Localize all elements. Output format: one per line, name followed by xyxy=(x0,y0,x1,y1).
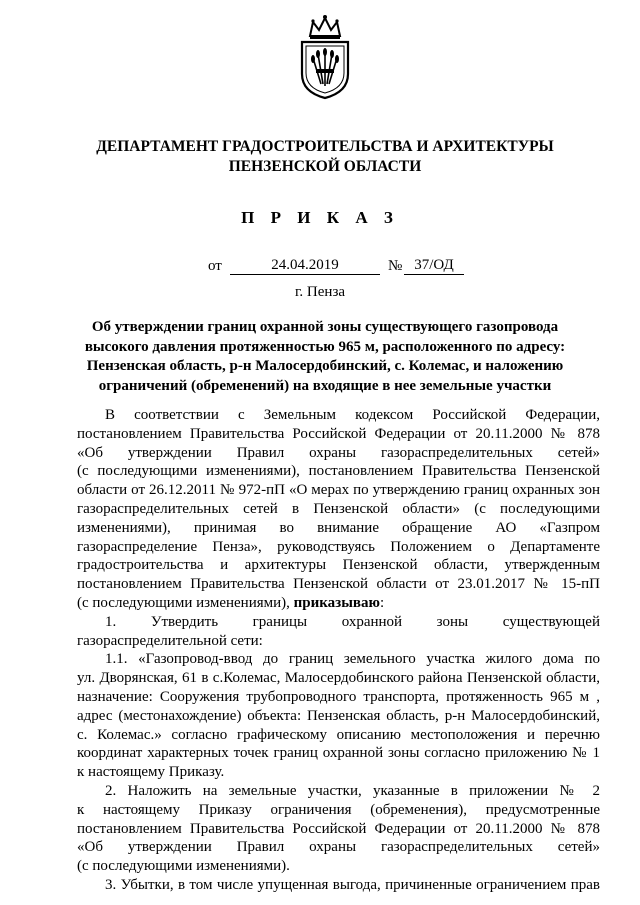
item-1-1-line: назначение: Сооружения трубопроводного транспорта, протяженность 965 м , xyxy=(77,688,600,705)
text-line: В соответствии с Земельным кодексом Российской Федерации, xyxy=(105,407,600,423)
text-line: газораспределение Пенза», руководствуясь Положением о Департаменте xyxy=(77,538,600,555)
subject-line: Об утверждении границ охранной зоны существующего газопровода xyxy=(91,319,559,335)
subject-line: ограничений (обременений) на входящие в нее земельные участки xyxy=(98,377,552,394)
item-2-line: 2. Наложить на земельные участки, указанные в приложении № 2 xyxy=(105,782,600,799)
item-1-1-line: ул. Дворянская, 61 в с.Колемас, Малосердобинского района Пензенской области, xyxy=(77,670,600,687)
item-2-line: «Об утверждении Правил охраны газораспределительных сетей» xyxy=(77,839,600,856)
document-number: 37/ОД xyxy=(404,257,464,275)
item-1-1-line: к настоящему Приказу. xyxy=(77,764,225,781)
penza-coat-of-arms-emblem xyxy=(296,14,354,100)
text-line: градостроительства и архитектуры Пензенской области, утвержденным xyxy=(77,557,600,574)
item-1-1-line: с. Колемас.» согласно графическому описанию местоположения и перечню xyxy=(77,726,600,743)
item-1-1-line: адрес (местонахождение) объекта: Пензенская область, р-н Малосердобинский, xyxy=(77,707,600,724)
text-segment: (с последующими изменениями), xyxy=(77,594,294,611)
item-2-line: к настоящему Приказу ограничения (обременения), предусмотренные xyxy=(77,801,600,818)
order-subject xyxy=(68,318,582,396)
department-name-line2: ПЕНЗЕНСКОЙ ОБЛАСТИ xyxy=(228,158,422,175)
text-line: постановлением Правительства Пензенской области от 23.01.2017 № 15-пП xyxy=(77,576,600,593)
item-1-1-line: 1.1. «Газопровод-ввод до границ земельного участка жилого дома по xyxy=(105,651,600,668)
document-date: 24.04.2019 xyxy=(230,257,380,275)
preamble-paragraph xyxy=(77,406,600,895)
item-2-line: (с последующими изменениями). xyxy=(77,858,290,875)
subject-line: высокого давления протяженностью 965 м, расположенного по адресу: xyxy=(84,338,566,355)
city: г. Пенза xyxy=(294,284,346,300)
text-segment: : xyxy=(380,594,385,611)
item-1-line: 1. Утвердить границы охранной зоны существующей xyxy=(105,613,600,630)
subject-line: Пензенская область, р-н Малосердобинский, с. Колемас, и наложению xyxy=(86,358,564,374)
item-3-line: 3. Убытки, в том числе упущенная выгода, причиненные ограничением прав xyxy=(105,876,600,893)
text-line: газораспределительных сетей в Пензенской области» (с последующими xyxy=(77,500,600,517)
text-line xyxy=(77,594,600,613)
item-1-line: газораспределительной сети: xyxy=(77,632,263,649)
item-2-line: постановлением Правительства Российской Федерации от 20.11.2000 № 878 xyxy=(77,820,600,837)
text-line: изменениями), принимая во внимание обращение АО «Газпром xyxy=(77,519,600,536)
department-name-line1: ДЕПАРТАМЕНТ ГРАДОСТРОИТЕЛЬСТВА И АРХИТЕКТУРЫ xyxy=(96,138,554,155)
text-line: области от 26.12.2011 № 972-пП «О мерах по утверждению границ охранных зон xyxy=(77,482,600,499)
text-line: «Об утверждении Правил охраны газораспределительных сетей» xyxy=(77,444,600,461)
date-label: от xyxy=(208,258,222,274)
text-line: постановлением Правительства Российской Федерации от 20.11.2000 № 878 xyxy=(77,425,600,442)
order-verb: приказываю xyxy=(293,594,380,611)
number-label: № xyxy=(388,258,403,274)
date-number-line xyxy=(208,257,468,279)
item-1-1-line: координат характерных точек границ охранной зоны согласно приложению № 1 xyxy=(77,745,600,762)
document-type-title: П Р И К А З xyxy=(241,208,399,227)
text-line: (с последующими изменениями), постановлением Правительства Пензенской xyxy=(77,463,600,480)
